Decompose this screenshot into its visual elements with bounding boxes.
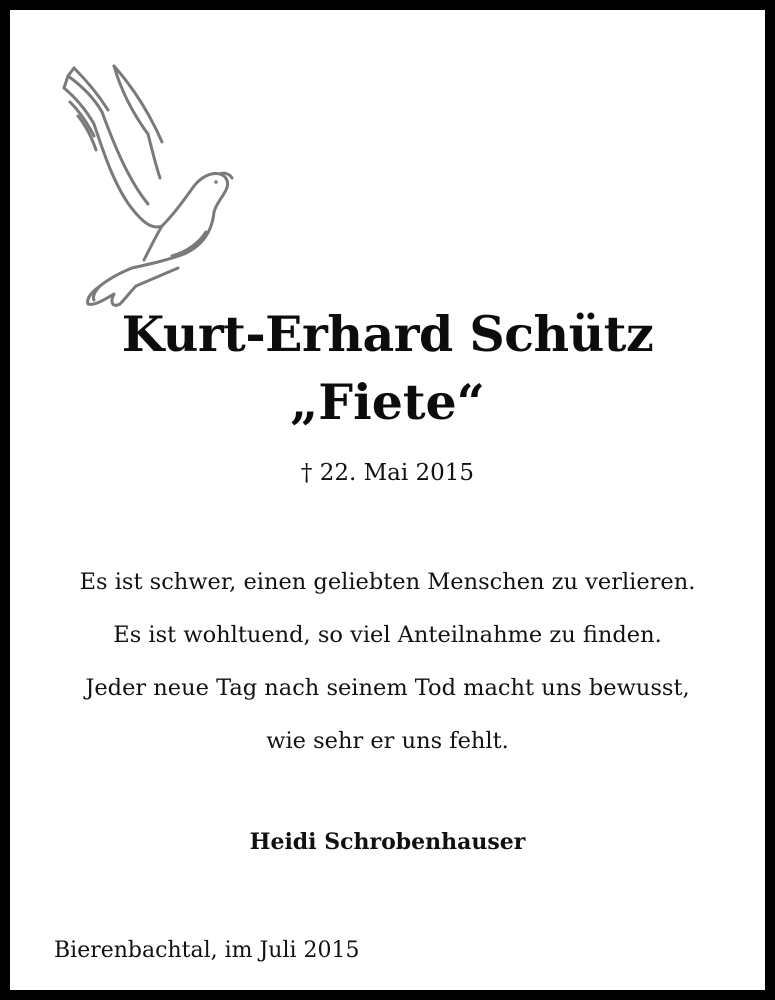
verse-line: Es ist schwer, einen geliebten Menschen zu verlieren. [79,569,696,595]
dove-icon [56,54,246,310]
deceased-name: Kurt-Erhard Schütz [121,305,654,363]
verse-line: wie sehr er uns fehlt. [266,728,509,754]
date-of-death: † 22. Mai 2015 [300,460,475,486]
verse-text [10,556,765,768]
place-and-date: Bierenbachtal, im Juli 2015 [54,938,360,963]
verse-line: Jeder neue Tag nach seinem Tod macht uns bewusst, [85,675,690,701]
verse-line: Es ist wohltuend, so viel Anteilnahme zu finden. [113,622,662,648]
deceased-nickname: „Fiete“ [290,373,485,431]
signer-name: Heidi Schrobenhauser [249,829,526,855]
